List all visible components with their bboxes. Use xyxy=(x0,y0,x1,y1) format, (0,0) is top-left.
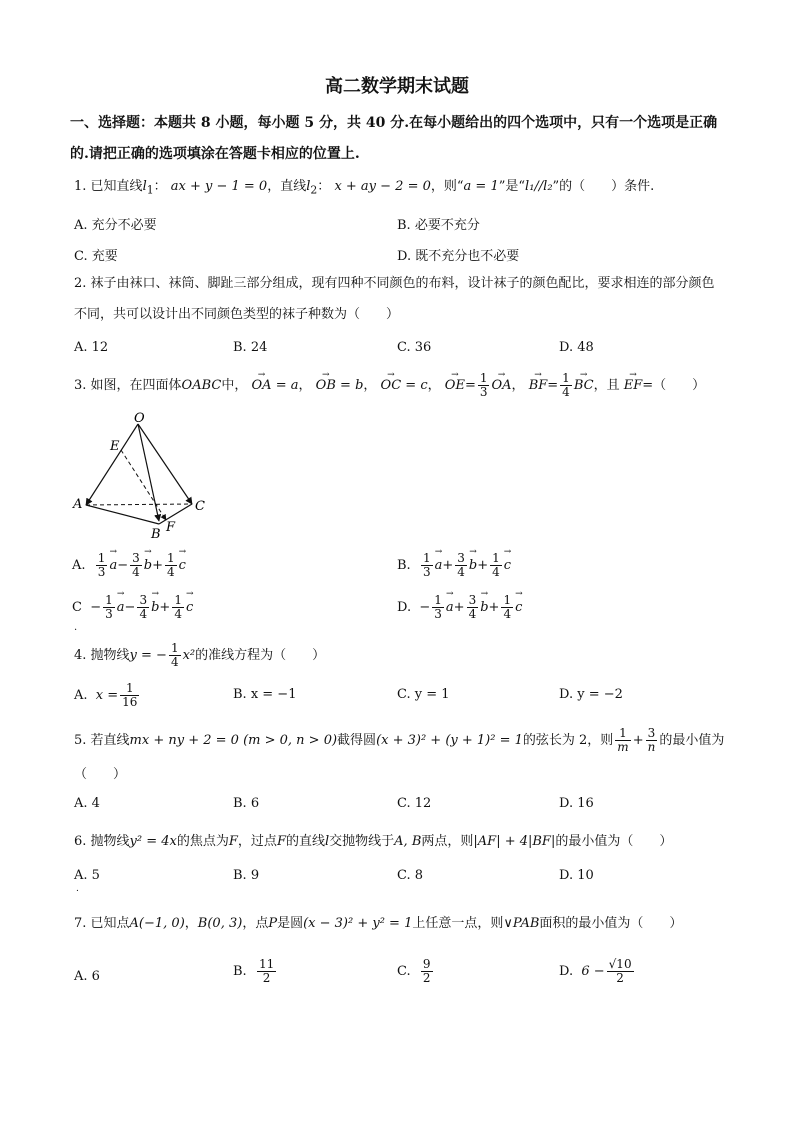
q7-option-d xyxy=(559,958,636,985)
q5-text3: 的弦长为 2，则 xyxy=(522,733,614,748)
q1-l1-sub: 1 xyxy=(146,183,154,197)
frac-num: 1 xyxy=(105,593,113,607)
q7-text: 7. 已知点 xyxy=(74,916,130,931)
q1-option-a: A. 充分不必要 xyxy=(74,218,157,233)
q5-text4: 的最小值为 xyxy=(659,733,725,748)
q3-opt-a-label: A. xyxy=(72,558,86,573)
frac-num: 3 xyxy=(457,551,465,565)
q3-option-a: A. $\frac{1}{3}$ → a− $\frac{3}{4}$ → b+ $\frac{1}{4}$ → c xyxy=(72,552,186,579)
segment-ef xyxy=(121,450,166,520)
section-heading: 一、选择题：本题共 8 小题，每小题 5 分，共 40 分.在每小题给出的四个选项中，只有一个选项是正确的.请把正确的选项填涂在答题卡相应的位置上. xyxy=(70,115,718,162)
q4-option-b: B. x = −1 xyxy=(233,687,297,702)
q5-frac1 xyxy=(615,727,630,754)
q5-frac2 xyxy=(646,727,658,754)
q4-opt-a-pre: x = xyxy=(95,688,119,703)
vec-a: → a xyxy=(117,600,125,615)
q1-eq2: x + ay − 2 = 0 xyxy=(334,179,431,194)
q4-frac xyxy=(169,642,181,669)
frac xyxy=(172,594,184,621)
q6-text: 6. 抛物线 xyxy=(74,834,130,849)
q3-a: a xyxy=(290,378,299,393)
q3-sep1: ， xyxy=(298,378,312,393)
q5-text: 5. 若直线 xyxy=(74,733,130,748)
question-4 xyxy=(74,642,734,669)
frac-den: 4 xyxy=(562,385,570,399)
q4-eq-right: x² xyxy=(182,648,196,663)
q3-sep3: ， xyxy=(427,378,441,393)
edge-bc xyxy=(159,504,192,524)
vec-b: → b xyxy=(144,558,152,573)
vec-a: → a xyxy=(435,558,443,573)
q6-f2: F xyxy=(276,834,286,849)
frac-den: 2 xyxy=(262,971,271,985)
q1-number: 1. xyxy=(74,179,87,194)
q5-plus: + xyxy=(632,733,644,748)
frac-num: 1 xyxy=(120,682,139,696)
question-7 xyxy=(74,914,734,934)
vec-c: → c xyxy=(515,600,522,615)
q5-line: mx + ny + 2 = 0 (m > 0, n > 0) xyxy=(129,733,338,748)
q1-text: 已知直线 xyxy=(90,179,143,194)
frac-den: 4 xyxy=(132,565,140,579)
q3-eq2: = xyxy=(340,378,351,393)
frac xyxy=(137,594,149,621)
q6-l: l xyxy=(324,834,330,849)
frac-den: 4 xyxy=(174,607,182,621)
q6-option-d: D. 10 xyxy=(559,868,594,883)
vec-b: → b xyxy=(151,600,159,615)
q7-option-c xyxy=(397,958,435,985)
q2-option-b: B. 24 xyxy=(233,340,268,355)
frac xyxy=(165,552,177,579)
q3-c: c xyxy=(420,378,428,393)
q7-opt-d-label: D. xyxy=(559,964,574,979)
label-c: C xyxy=(195,499,205,514)
q5-circle: (x + 3)² + (y + 1)² = 1 xyxy=(376,733,523,748)
q6-dot: . xyxy=(76,884,79,894)
frac xyxy=(455,552,467,579)
frac-den: 3 xyxy=(479,385,488,399)
q6-expr: |AF| + 4|BF| xyxy=(473,834,556,849)
frac-den: 3 xyxy=(422,565,431,579)
q7-option-b xyxy=(233,958,278,985)
q3-text: 3. 如图，在四面体 xyxy=(74,378,182,393)
q3-frac-1-4 xyxy=(560,372,572,399)
q3-vec-bc: → BC xyxy=(574,376,594,396)
q3-opt-b-label: B. xyxy=(397,558,411,573)
q6-text5: 交抛物线于 xyxy=(329,834,395,849)
q3-option-d: D. − $\frac{1}{3}$ → a+ $\frac{3}{4}$ → b+ $\frac{1}{4}$ → c xyxy=(397,594,522,621)
tetrahedron-figure xyxy=(70,410,220,540)
q3-vec-oc: → OC xyxy=(381,376,402,396)
q3-eq4: = xyxy=(464,378,476,393)
q7-triangle: ∨PAB xyxy=(503,916,540,931)
frac-den: 4 xyxy=(503,607,512,621)
frac-num: √10 xyxy=(608,957,632,971)
q1-option-c: C. 充要 xyxy=(74,249,118,264)
q3-option-c: C − $\frac{1}{3}$ → a− $\frac{3}{4}$ → b+ $\frac{1}{4}$ → c xyxy=(72,594,193,621)
frac-den: 4 xyxy=(170,655,179,669)
q4-text: 4. 抛物线 xyxy=(74,648,130,663)
frac-den: 4 xyxy=(457,565,465,579)
q3-tail: （ ） xyxy=(653,378,706,393)
q7-opt-d-pre: 6 − xyxy=(581,964,605,979)
q5-option-b: B. 6 xyxy=(233,796,260,811)
q3-frac-1-3 xyxy=(478,372,490,399)
q1-parallel: l₁//l₂ xyxy=(525,179,553,194)
q4-option-d: D. y = −2 xyxy=(559,687,623,702)
q3-vec-ef: → EF xyxy=(624,376,643,396)
frac-num: 1 xyxy=(422,551,431,565)
vec-a: → a xyxy=(109,558,117,573)
frac-num: 9 xyxy=(422,957,431,971)
q3-eq3: = xyxy=(405,378,417,393)
frac-num: 3 xyxy=(139,593,148,607)
q1-l2: l xyxy=(306,179,311,194)
vec-b: → b xyxy=(480,600,488,615)
frac-num: 3 xyxy=(132,551,140,565)
q2-option-d: D. 48 xyxy=(559,340,594,355)
q1-eq1: ax + y − 1 = 0 xyxy=(170,179,268,194)
frac-num: 3 xyxy=(646,727,658,741)
q3-dot: . xyxy=(74,622,78,633)
page-title: 高二数学期末试题 xyxy=(325,76,469,97)
question-5 xyxy=(74,727,734,754)
frac xyxy=(607,958,634,985)
question-2: 2. 袜子由袜口、袜筒、脚趾三部分组成，现有四种不同颜色的布料，设计袜子的颜色配比，要求相连的部分颜色不同，共可以设计出不同颜色类型的袜子种数为（ ） xyxy=(74,276,715,322)
q7-opt-b-label: B. xyxy=(233,964,247,979)
vec-a: → a xyxy=(446,600,454,615)
q1-cond: a = 1 xyxy=(463,179,499,194)
q1-l1: l xyxy=(142,179,147,194)
q6-text3: ，过点 xyxy=(237,834,277,849)
vec-c: → c xyxy=(186,600,193,615)
frac-num: 3 xyxy=(468,593,477,607)
q6-option-a: A. 5 xyxy=(74,868,100,883)
frac-den: 4 xyxy=(166,565,175,579)
frac-num: 1 xyxy=(174,593,182,607)
q6-text4: 的直线 xyxy=(285,834,325,849)
q7-circle: (x − 3)² + y² = 1 xyxy=(303,916,413,931)
q3-sep2: ， xyxy=(363,378,377,393)
q5-paren: （ ） xyxy=(74,767,127,782)
q6-text7: 的最小值为（ ） xyxy=(555,834,673,849)
frac xyxy=(103,594,115,621)
q1-l2-sub: 2 xyxy=(310,183,318,197)
frac-num: 1 xyxy=(492,551,500,565)
frac-den: 3 xyxy=(105,607,113,621)
frac-den: 2 xyxy=(422,971,431,985)
q6-option-b: B. 9 xyxy=(233,868,260,883)
q2-option-c: C. 36 xyxy=(397,340,432,355)
label-o: O xyxy=(134,411,145,426)
q3-qie: ，且 xyxy=(593,378,620,393)
q4-opt-a-label: A. xyxy=(74,688,88,703)
q3-opt-c-label: C xyxy=(72,600,82,615)
q4-text2: 的准线方程为（ ） xyxy=(195,648,326,663)
q5-option-a: A. 4 xyxy=(74,796,100,811)
frac xyxy=(490,552,502,579)
frac xyxy=(501,594,513,621)
frac xyxy=(120,682,139,709)
q3-opt-d-label: D. xyxy=(397,600,412,615)
q7-text5: 面积的最小值为（ ） xyxy=(539,916,683,931)
q7-point-a: A(−1, 0) xyxy=(129,916,185,931)
q3-vec-oa: → OA xyxy=(252,376,272,396)
q7-sep: ， xyxy=(184,916,198,931)
q6-text2: 的焦点为 xyxy=(176,834,229,849)
q3-eq1: = xyxy=(275,378,287,393)
q3-vec-ob: → OB xyxy=(316,376,336,396)
q3-vec-oe: → OE xyxy=(445,376,465,396)
frac-den: 4 xyxy=(139,607,148,621)
frac-num: 1 xyxy=(503,593,512,607)
frac-den: 4 xyxy=(468,607,477,621)
label-e: E xyxy=(110,439,120,454)
vec-c: → c xyxy=(179,558,186,573)
q3-eq5: = xyxy=(547,378,559,393)
q4-option-a xyxy=(74,682,141,709)
q3-vec-oa2: → OA xyxy=(491,376,511,396)
q1-text2: ，直线 xyxy=(267,179,307,194)
q5-option-d: D. 16 xyxy=(559,796,594,811)
frac xyxy=(130,552,142,579)
q3-b: b xyxy=(355,378,364,393)
frac-den: 4 xyxy=(492,565,500,579)
q7-text2: ，点 xyxy=(242,916,269,931)
q6-parabola: y² = 4x xyxy=(129,834,177,849)
frac xyxy=(421,958,433,985)
q3-eq6: = xyxy=(642,378,654,393)
question-1: 1. 已知直线$l_1$： ax + y − 1 = 0，直线$l_2$： x + ay − 2 = 0，则“a = 1”是“l₁//l₂”的（ ）条件. xyxy=(74,179,655,197)
frac xyxy=(257,958,276,985)
q1-text5: ”的（ ）条件. xyxy=(552,179,655,194)
q3-vec-bf: → BF xyxy=(529,376,548,396)
q5-text2: 截得圆 xyxy=(337,733,377,748)
q4-eq-left: y = − xyxy=(129,648,167,663)
label-f: F xyxy=(166,520,176,535)
frac-den: 16 xyxy=(122,695,138,709)
q7-p: P xyxy=(268,916,278,931)
q3-sep4: ， xyxy=(511,378,525,393)
question-3 xyxy=(74,372,734,399)
q7-text3: 是圆 xyxy=(277,916,304,931)
q1-text4: ”是“ xyxy=(498,179,526,194)
vec-c: → c xyxy=(504,558,511,573)
frac-num: 1 xyxy=(479,371,488,385)
q6-text6: 两点，则 xyxy=(421,834,474,849)
q1-text3: ，则“ xyxy=(430,179,464,194)
q3-option-b: B. $\frac{1}{3}$ → a+ $\frac{3}{4}$ → b+ $\frac{1}{4}$ → c xyxy=(397,552,511,579)
q1-option-d: D. 既不充分也不必要 xyxy=(397,249,520,264)
q7-opt-c-label: C. xyxy=(397,964,411,979)
frac-den: m xyxy=(617,740,629,754)
label-a: A xyxy=(73,497,83,512)
frac xyxy=(96,552,108,579)
q7-option-a: A. 6 xyxy=(74,969,100,984)
frac-den: 3 xyxy=(97,565,106,579)
q1-option-b: B. 必要不充分 xyxy=(397,218,480,233)
frac-den: 3 xyxy=(434,607,442,621)
frac-num: 1 xyxy=(562,371,570,385)
question-6 xyxy=(74,832,734,852)
frac-den: 2 xyxy=(616,971,624,985)
q6-ab: A, B xyxy=(394,834,422,849)
edge-ab xyxy=(86,505,159,524)
frac-num: 1 xyxy=(170,641,179,655)
q6-option-c: C. 8 xyxy=(397,868,424,883)
q3-tetra: OABC xyxy=(181,378,222,393)
q7-text4: 上任意一点，则 xyxy=(412,916,504,931)
frac-num: 1 xyxy=(434,593,442,607)
q7-point-b: B(0, 3) xyxy=(197,916,243,931)
q2-option-a: A. 12 xyxy=(74,340,109,355)
q4-option-c: C. y = 1 xyxy=(397,687,450,702)
frac-num: 1 xyxy=(615,727,630,741)
frac xyxy=(432,594,444,621)
edge-ac xyxy=(86,504,192,505)
frac-num: 11 xyxy=(258,957,275,971)
label-b: B xyxy=(151,527,161,540)
frac-num: 1 xyxy=(166,551,175,565)
frac-num: 1 xyxy=(97,551,106,565)
frac-den: n xyxy=(647,740,656,754)
vec-b: → b xyxy=(469,558,477,573)
q3-text2: 中， xyxy=(221,378,248,393)
frac xyxy=(421,552,433,579)
frac xyxy=(467,594,479,621)
q5-option-c: C. 12 xyxy=(397,796,432,811)
q6-f: F xyxy=(228,834,238,849)
